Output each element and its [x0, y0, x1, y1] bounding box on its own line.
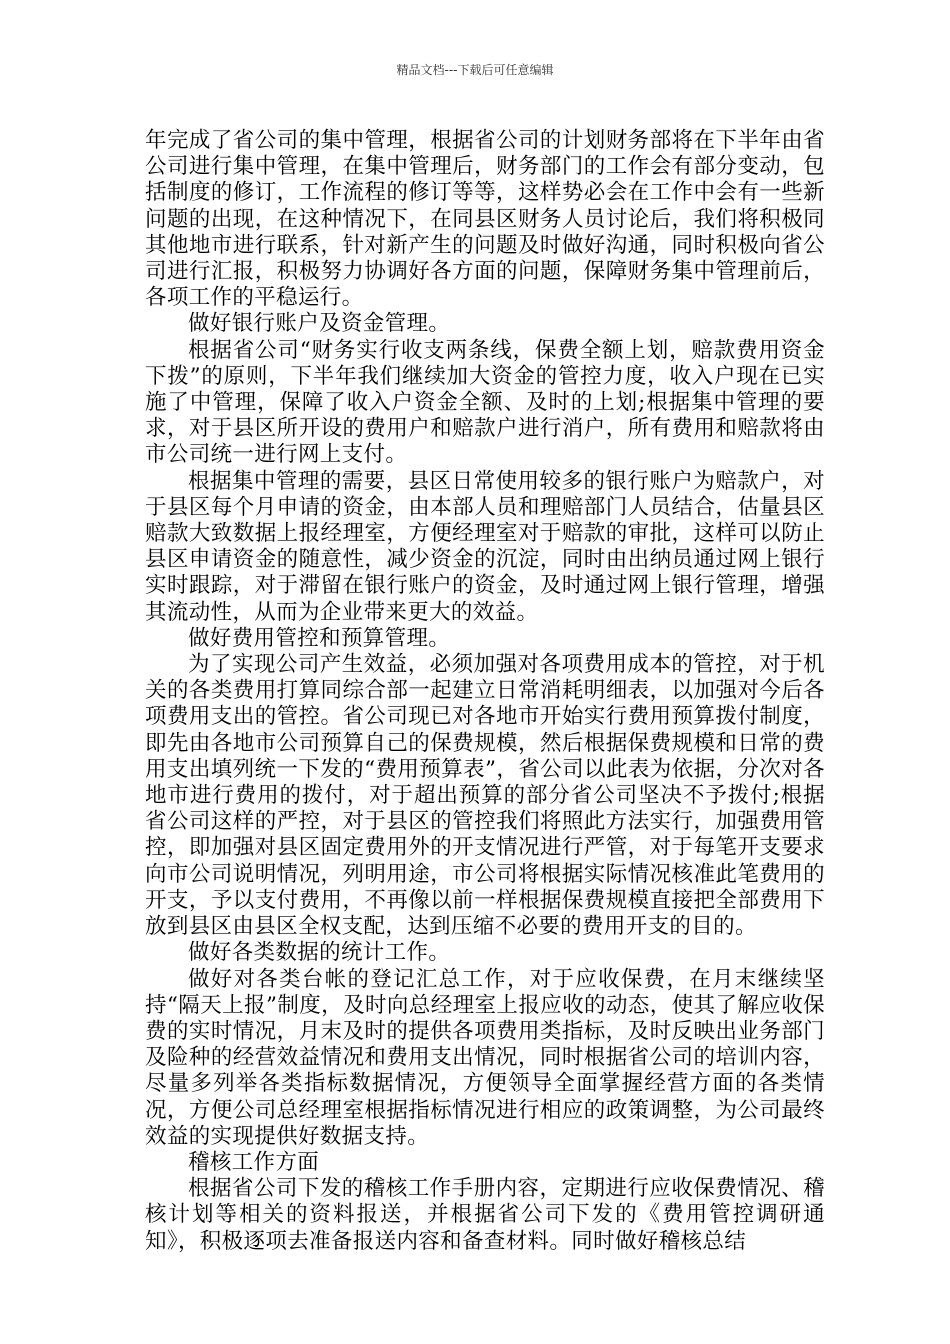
- section-heading-statistics: 做好各类数据的统计工作。: [188, 940, 451, 966]
- paragraph-fund-control: 根据省公司“财务实行收支两条线，保费全额上划，赔款费用资金下拨”的原则，下半年我们继续加大资金的管控力度，收入户现在已实施了中管理，保障了收入户资金全额、及时的上划;根据集中管理的要求，对于县区所开设的费用户和赔款户进行消户，所有费用和赔款将由市公司统一进行网上支付。: [145, 337, 825, 468]
- paragraph-expense-control: 为了实现公司产生效益，必须加强对各项费用成本的管控，对于机关的各类费用打算同综合部一起建立日常消耗明细表，以加强对今后各项费用支出的管控。省公司现已对各地市开始实行费用预算拨付制度，即先由各地市公司预算自己的保费规模，然后根据保费规模和日常的费用支出填列统一下发的“费用预算表”，省公司以此表为依据，分次对各地市进行费用的拨付，对于超出预算的部分省公司坚决不予拨付;根据省公司这样的严控，对于县区的管控我们将照此方法实行，加强费用管控，即加强对县区固定费用外的开支情况进行严管，对于每笔开支要求向市公司说明情况，列明用途，市公司将根据实际情况核准此笔费用的开支，予以支付费用，不再像以前一样根据保费规模直接把全部费用下放到县区由县区全权支配，达到压缩不必要的费用开支的目的。: [145, 652, 825, 940]
- paragraph-statistics: 做好对各类台帐的登记汇总工作，对于应收保费，在月末继续坚持“隔天上报”制度，及时向总经理室上报应收的动态，使其了解应收保费的实时情况，月末及时的提供各项费用类指标，及时反映出业务部门及险种的经营效益情况和费用支出情况，同时根据省公司的培训内容，尽量多列举各类指标数据情况，方便领导全面掌握经营方面的各类情况，方便公司总经理室根据指标情况进行相应的政策调整，为公司最终效益的实现提供好数据支持。: [145, 966, 825, 1149]
- section-heading-audit: 稽核工作方面: [188, 1149, 320, 1175]
- section-heading-expense-budget: 做好费用管控和预算管理。: [188, 625, 451, 651]
- page-header: 精品文档---下载后可任意编辑: [396, 63, 554, 77]
- paragraph-finance-centralization: 年完成了省公司的集中管理，根据省公司的计划财务部将在下半年由省公司进行集中管理，在集中管理后，财务部门的工作会有部分变动，包括制度的修订，工作流程的修订等等，这样势必会在工作中会有一些新问题的出现，在这种情况下，在同县区财务人员讨论后，我们将积极同其他地市进行联系，针对新产生的问题及时做好沟通，同时积极向省公司进行汇报，积极努力协调好各方面的问题，保障财务集中管理前后，各项工作的平稳运行。: [145, 128, 825, 311]
- paragraph-claims-accounts: 根据集中管理的需要，县区日常使用较多的银行账户为赔款户，对于县区每个月申请的资金，由本部人员和理赔部门人员结合，估量县区赔款大致数据上报经理室，方便经理室对于赔款的审批，这样可以防止县区申请资金的随意性，减少资金的沉淀，同时由出纳员通过网上银行实时跟踪，对于滞留在银行账户的资金，及时通过网上银行管理，增强其流动性，从而为企业带来更大的效益。: [145, 468, 825, 625]
- section-heading-bank-accounts: 做好银行账户及资金管理。: [188, 311, 451, 337]
- document-body: [145, 128, 825, 1255]
- paragraph-audit: 根据省公司下发的稽核工作手册内容，定期进行应收保费情况、稽核计划等相关的资料报送，并根据省公司下发的《费用管控调研通知》，积极逐项去准备报送内容和备查材料。同时做好稽核总结: [145, 1176, 825, 1254]
